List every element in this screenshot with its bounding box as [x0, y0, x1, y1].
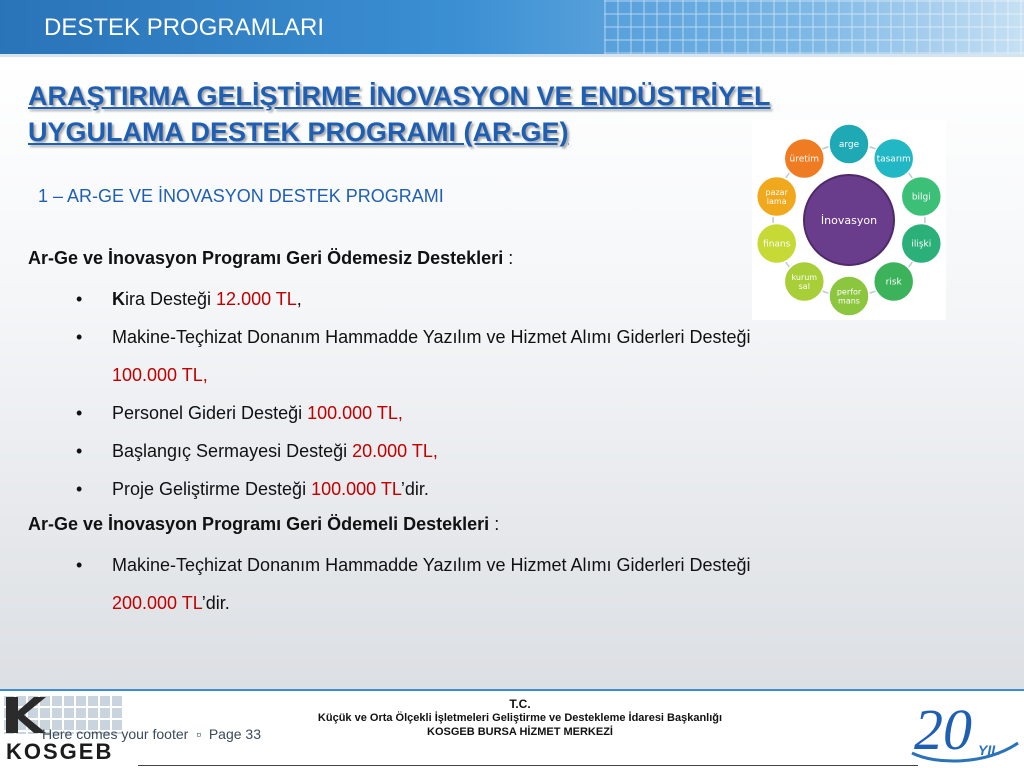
diagram-node-label: ilişki — [911, 239, 932, 250]
item-amount: 200.000 TL — [112, 593, 202, 613]
list-item-startup-capital-support — [28, 432, 948, 470]
item-amount: 12.000 TL — [216, 289, 297, 309]
item-label: Makine-Teçhizat Donanım Hammadde Yazılım ve Hizmet Alımı Giderleri Desteği — [112, 327, 751, 347]
item-label: Başlangıç Sermayesi Desteği — [112, 441, 353, 461]
footer-placeholder — [42, 726, 261, 742]
header-grid-decoration — [604, 0, 1024, 54]
diagram-node-label: pazar lama — [765, 188, 788, 206]
main-title — [28, 78, 828, 150]
item-amount: 100.000 TL, — [307, 403, 403, 423]
list-item-machinery-support-refundable — [28, 546, 948, 622]
heading-colon: : — [503, 248, 514, 268]
bullet-icon: • — [76, 403, 83, 423]
item-suffix: ’dir. — [201, 593, 230, 613]
org-line-3: KOSGEB BURSA HİZMET MERKEZİ — [427, 726, 613, 738]
kosgeb-logo-text: KOSGEB — [6, 739, 114, 764]
footer-text: Here comes your footer — [42, 726, 189, 742]
section-heading-text: Ar-Ge ve İnovasyon Programı Geri Ödemeli Destekleri — [28, 514, 490, 534]
page-number: Page 33 — [208, 726, 261, 742]
item-suffix: ’dir. — [400, 479, 429, 499]
list-item-machinery-support — [28, 318, 948, 394]
item-amount: 100.000 TL, — [112, 365, 208, 385]
diagram-node-label: üretim — [789, 154, 820, 165]
subtitle: 1 – AR-GE VE İNOVASYON DESTEK PROGRAMI — [38, 186, 444, 206]
header-bar — [0, 0, 1024, 54]
bullet-icon: • — [76, 441, 83, 461]
header-title: DESTEK PROGRAMLARI — [44, 14, 325, 41]
header-divider — [0, 54, 1024, 57]
org-line-2: Küçük ve Orta Ölçekli İşletmeleri Geliştirme ve Destekleme İdaresi Başkanlığı — [317, 712, 723, 724]
diagram-node-label: finans — [763, 239, 791, 250]
section-heading-text: Ar-Ge ve İnovasyon Programı Geri Ödemesiz Destekleri — [28, 248, 504, 268]
bullet-icon: • — [76, 327, 83, 347]
bullet-icon: • — [76, 555, 83, 575]
item-label: ira Desteği — [125, 289, 217, 309]
diagram-node-label: bilgi — [911, 192, 931, 203]
main-title-line-1: ARAŞTIRMA GELİŞTİRME İNOVASYON VE ENDÜSTRİYEL — [28, 81, 771, 111]
diagram-node-label: risk — [885, 277, 902, 288]
anniversary-word: YIL — [978, 742, 1000, 758]
item-amount: 100.000 TL — [311, 479, 401, 499]
item-suffix: , — [296, 289, 302, 309]
item-label: Makine-Teçhizat Donanım Hammadde Yazılım ve Hizmet Alımı Giderleri Desteği — [112, 555, 751, 575]
item-label: Proje Geliştirme Desteği — [112, 479, 312, 499]
diagram-center-label: İnovasyon — [820, 214, 878, 227]
item-amount: 20.000 TL, — [352, 441, 438, 461]
main-title-line-2: UYGULAMA DESTEK PROGRAMI (AR-GE) — [28, 117, 569, 147]
list-item-project-development-support — [28, 470, 948, 508]
bullet-icon: • — [76, 289, 83, 309]
anniversary-logo — [906, 693, 1024, 767]
footer-separator: ▫ — [196, 726, 202, 742]
section-heading-non-refundable — [28, 239, 948, 280]
bullet-icon: • — [76, 479, 83, 499]
footer-rule — [138, 765, 918, 766]
diagram-node-label: kurum sal — [791, 273, 818, 291]
heading-colon: : — [489, 514, 500, 534]
footer-organization — [240, 697, 800, 739]
org-line-1: T.C. — [509, 697, 531, 711]
diagram-node-label: arge — [838, 140, 860, 150]
list-item-personnel-support — [28, 394, 948, 432]
diagram-node-label: tasarım — [876, 154, 911, 165]
list-item-rent-support — [28, 277, 948, 318]
anniversary-number: 20 — [914, 697, 972, 762]
support-content — [28, 239, 948, 622]
item-label: Personel Gideri Desteği — [112, 403, 308, 423]
diagram-node-label: perfor mans — [836, 287, 862, 306]
section-heading-refundable — [28, 508, 948, 546]
item-initial: K — [112, 289, 125, 309]
footer — [0, 691, 1024, 768]
